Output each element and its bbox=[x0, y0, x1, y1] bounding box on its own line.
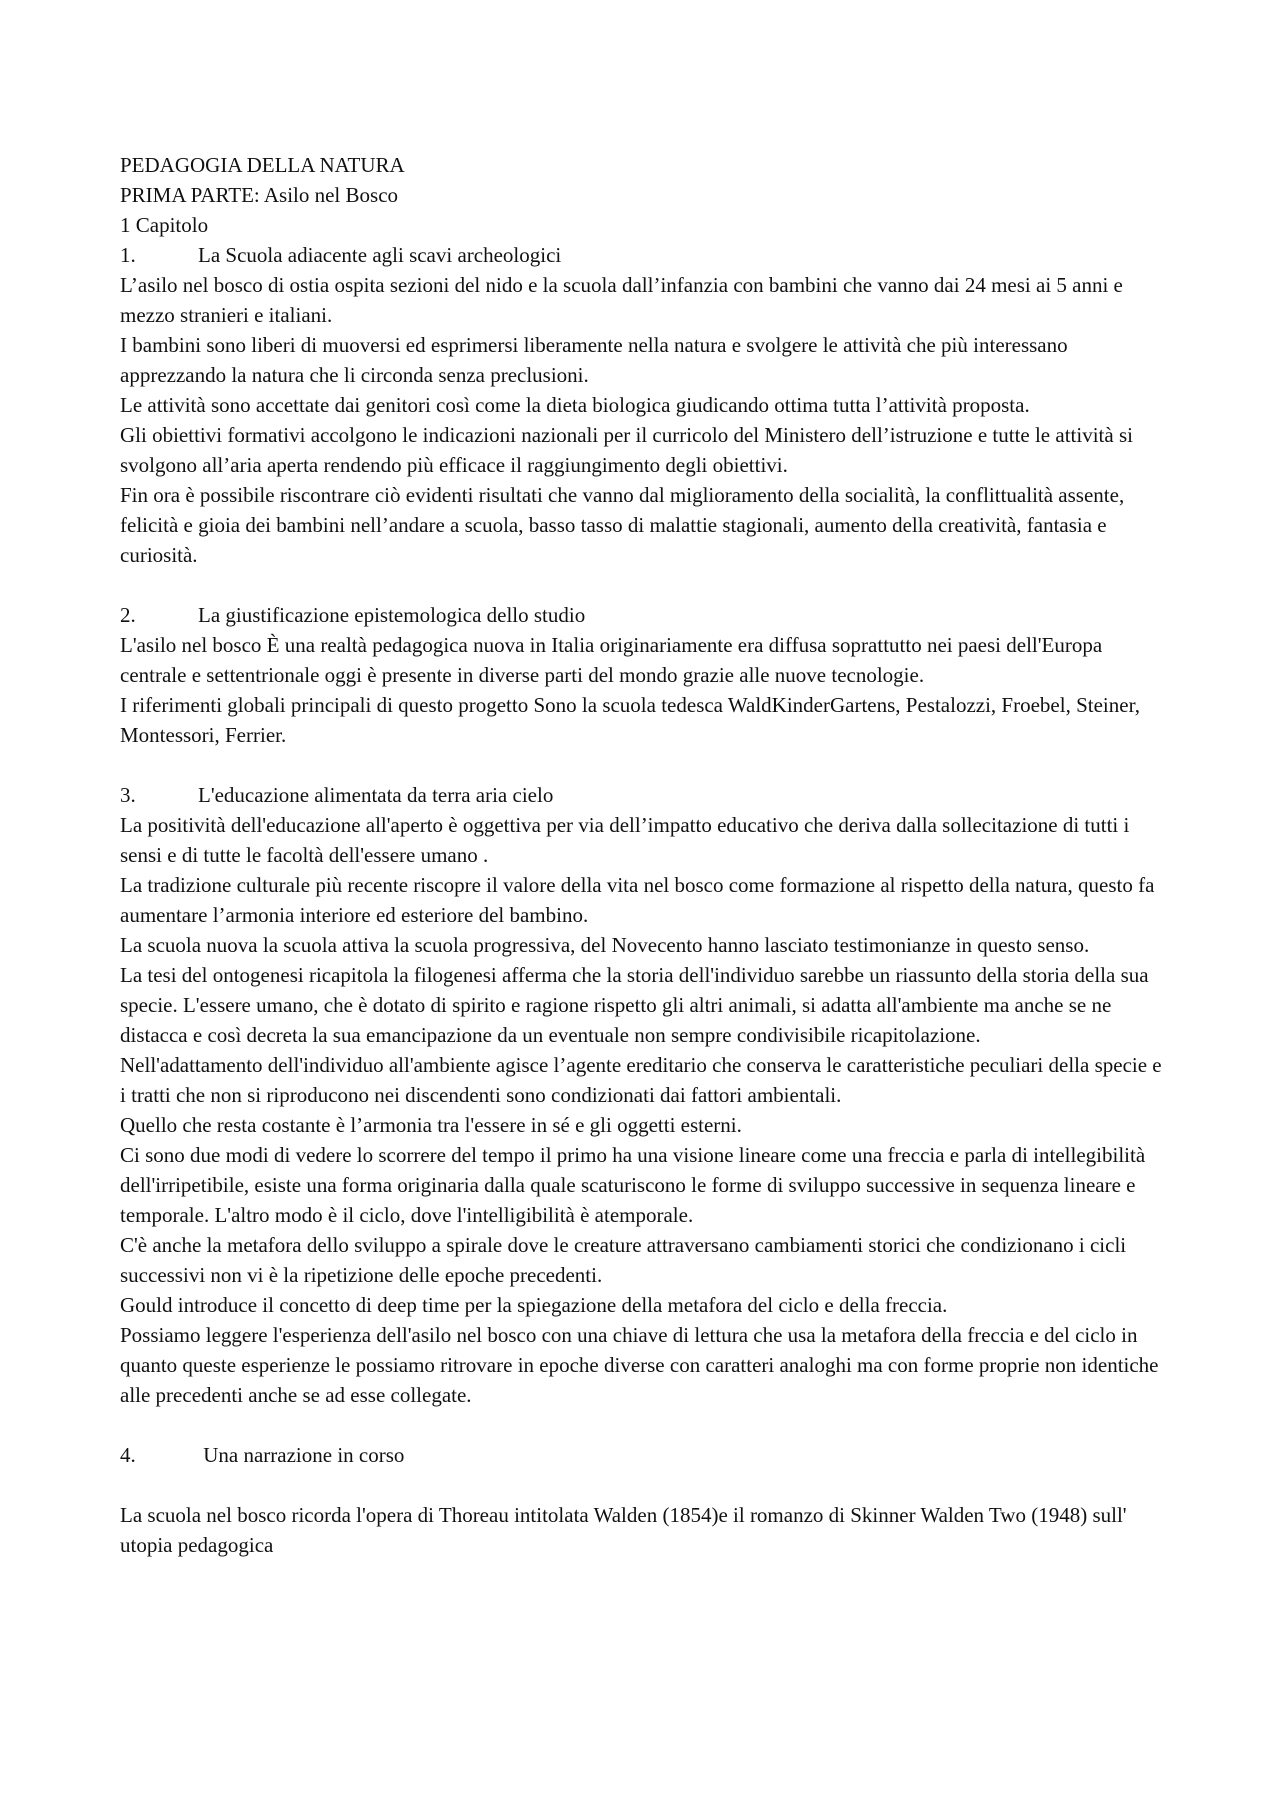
section-heading-text: La giustificazione epistemologica dello studio bbox=[198, 603, 586, 627]
paragraph: Gould introduce il concetto di deep time per la spiegazione della metafora del ciclo e della freccia. bbox=[120, 1293, 948, 1317]
section-heading-text: Una narrazione in corso bbox=[198, 1443, 405, 1467]
section-2 bbox=[120, 600, 1170, 750]
section-number: 1. bbox=[120, 243, 136, 267]
paragraph: La scuola nel bosco ricorda l'opera di Thoreau intitolata Walden (1854)e il romanzo di Skinner Walden Two (1948) sull' utopia pedagogica bbox=[120, 1503, 1127, 1557]
spacer bbox=[120, 1410, 1170, 1440]
paragraph: I bambini sono liberi di muoversi ed esprimersi liberamente nella natura e svolgere le attività che più interessano apprezzando la natura che li circonda senza preclusioni. bbox=[120, 333, 1068, 387]
section-heading bbox=[120, 240, 1170, 270]
paragraph: Possiamo leggere l'esperienza dell'asilo nel bosco con una chiave di lettura che usa la metafora della freccia e del ciclo in quanto queste esperienze le possiamo ritrovare in epoche diverse con caratteri analoghi ma con forme proprie non identiche alle precedenti anche se ad esse collegate. bbox=[120, 1323, 1159, 1407]
paragraph: I riferimenti globali principali di questo progetto Sono la scuola tedesca WaldKinderGartens, Pestalozzi, Froebel, Steiner, Montessori, Ferrier. bbox=[120, 693, 1140, 747]
section-number: 3. bbox=[120, 783, 136, 807]
paragraph: La tradizione culturale più recente riscopre il valore della vita nel bosco come formazione al rispetto della natura, questo fa aumentare l’armonia interiore ed esteriore del bambino. bbox=[120, 873, 1155, 927]
paragraph: Quello che resta costante è l’armonia tra l'essere in sé e gli oggetti esterni. bbox=[120, 1113, 742, 1137]
part-title: PRIMA PARTE: Asilo nel Bosco bbox=[120, 183, 399, 207]
paragraph: C'è anche la metafora dello sviluppo a spirale dove le creature attraversano cambiamenti storici che condizionano i cicli successivi non vi è la ripetizione delle epoche precedenti. bbox=[120, 1233, 1127, 1287]
spacer bbox=[120, 570, 1170, 600]
paragraph: L'asilo nel bosco È una realtà pedagogica nuova in Italia originariamente era diffusa soprattutto nei paesi dell'Europa centrale e settentrionale oggi è presente in diverse parti del mondo grazie alle nuove tecnologie. bbox=[120, 633, 1103, 687]
chapter-title: 1 Capitolo bbox=[120, 213, 209, 237]
paragraph: La positività dell'educazione all'aperto è oggettiva per via dell’impatto educativo che deriva dalla sollecitazione di tutti i sensi e di tutte le facoltà dell'essere umano . bbox=[120, 813, 1130, 867]
section-heading bbox=[120, 600, 1170, 630]
document-page bbox=[120, 150, 1170, 1560]
section-1 bbox=[120, 240, 1170, 570]
section-3 bbox=[120, 780, 1170, 1410]
section-number: 2. bbox=[120, 603, 136, 627]
document-title: PEDAGOGIA DELLA NATURA bbox=[120, 153, 405, 177]
paragraph: Fin ora è possibile riscontrare ciò evidenti risultati che vanno dal miglioramento della socialità, la conflittualità assente, felicità e gioia dei bambini nell’andare a scuola, basso tasso di malattie stagionali, aumento della creatività, fantasia e curiosità. bbox=[120, 483, 1125, 567]
paragraph: Le attività sono accettate dai genitori così come la dieta biologica giudicando ottima tutta l’attività proposta. bbox=[120, 393, 1030, 417]
section-heading bbox=[120, 780, 1170, 810]
spacer bbox=[120, 750, 1170, 780]
section-heading-text: La Scuola adiacente agli scavi archeologici bbox=[198, 243, 562, 267]
paragraph: Gli obiettivi formativi accolgono le indicazioni nazionali per il curricolo del Ministero dell’istruzione e tutte le attività si svolgono all’aria aperta rendendo più efficace il raggiungimento degli obiettivi. bbox=[120, 423, 1133, 477]
spacer bbox=[120, 1470, 1170, 1500]
paragraph: Nell'adattamento dell'individuo all'ambiente agisce l’agente ereditario che conserva le caratteristiche peculiari della specie e i tratti che non si riproducono nei discendenti sono condizionati dai fattori ambientali. bbox=[120, 1053, 1162, 1107]
section-number: 4. bbox=[120, 1443, 136, 1467]
paragraph: La scuola nuova la scuola attiva la scuola progressiva, del Novecento hanno lasciato testimonianze in questo senso. bbox=[120, 933, 1090, 957]
section-heading-text: L'educazione alimentata da terra aria cielo bbox=[198, 783, 554, 807]
paragraph: La tesi del ontogenesi ricapitola la filogenesi afferma che la storia dell'individuo sarebbe un riassunto della storia della sua specie. L'essere umano, che è dotato di spirito e ragione rispetto gli altri animali, si adatta all'ambiente ma anche se ne distacca e così decreta la sua emancipazione da un eventuale non sempre condivisibile ricapitolazione. bbox=[120, 963, 1149, 1047]
paragraph: L’asilo nel bosco di ostia ospita sezioni del nido e la scuola dall’infanzia con bambini che vanno dai 24 mesi ai 5 anni e mezzo stranieri e italiani. bbox=[120, 273, 1123, 327]
section-4 bbox=[120, 1440, 1170, 1560]
section-heading bbox=[120, 1440, 1170, 1470]
paragraph: Ci sono due modi di vedere lo scorrere del tempo il primo ha una visione lineare come una freccia e parla di intellegibilità dell'irripetibile, esiste una forma originaria dalla quale scaturiscono le forme di sviluppo successive in sequenza lineare e temporale. L'altro modo è il ciclo, dove l'intelligibilità è atemporale. bbox=[120, 1143, 1146, 1227]
